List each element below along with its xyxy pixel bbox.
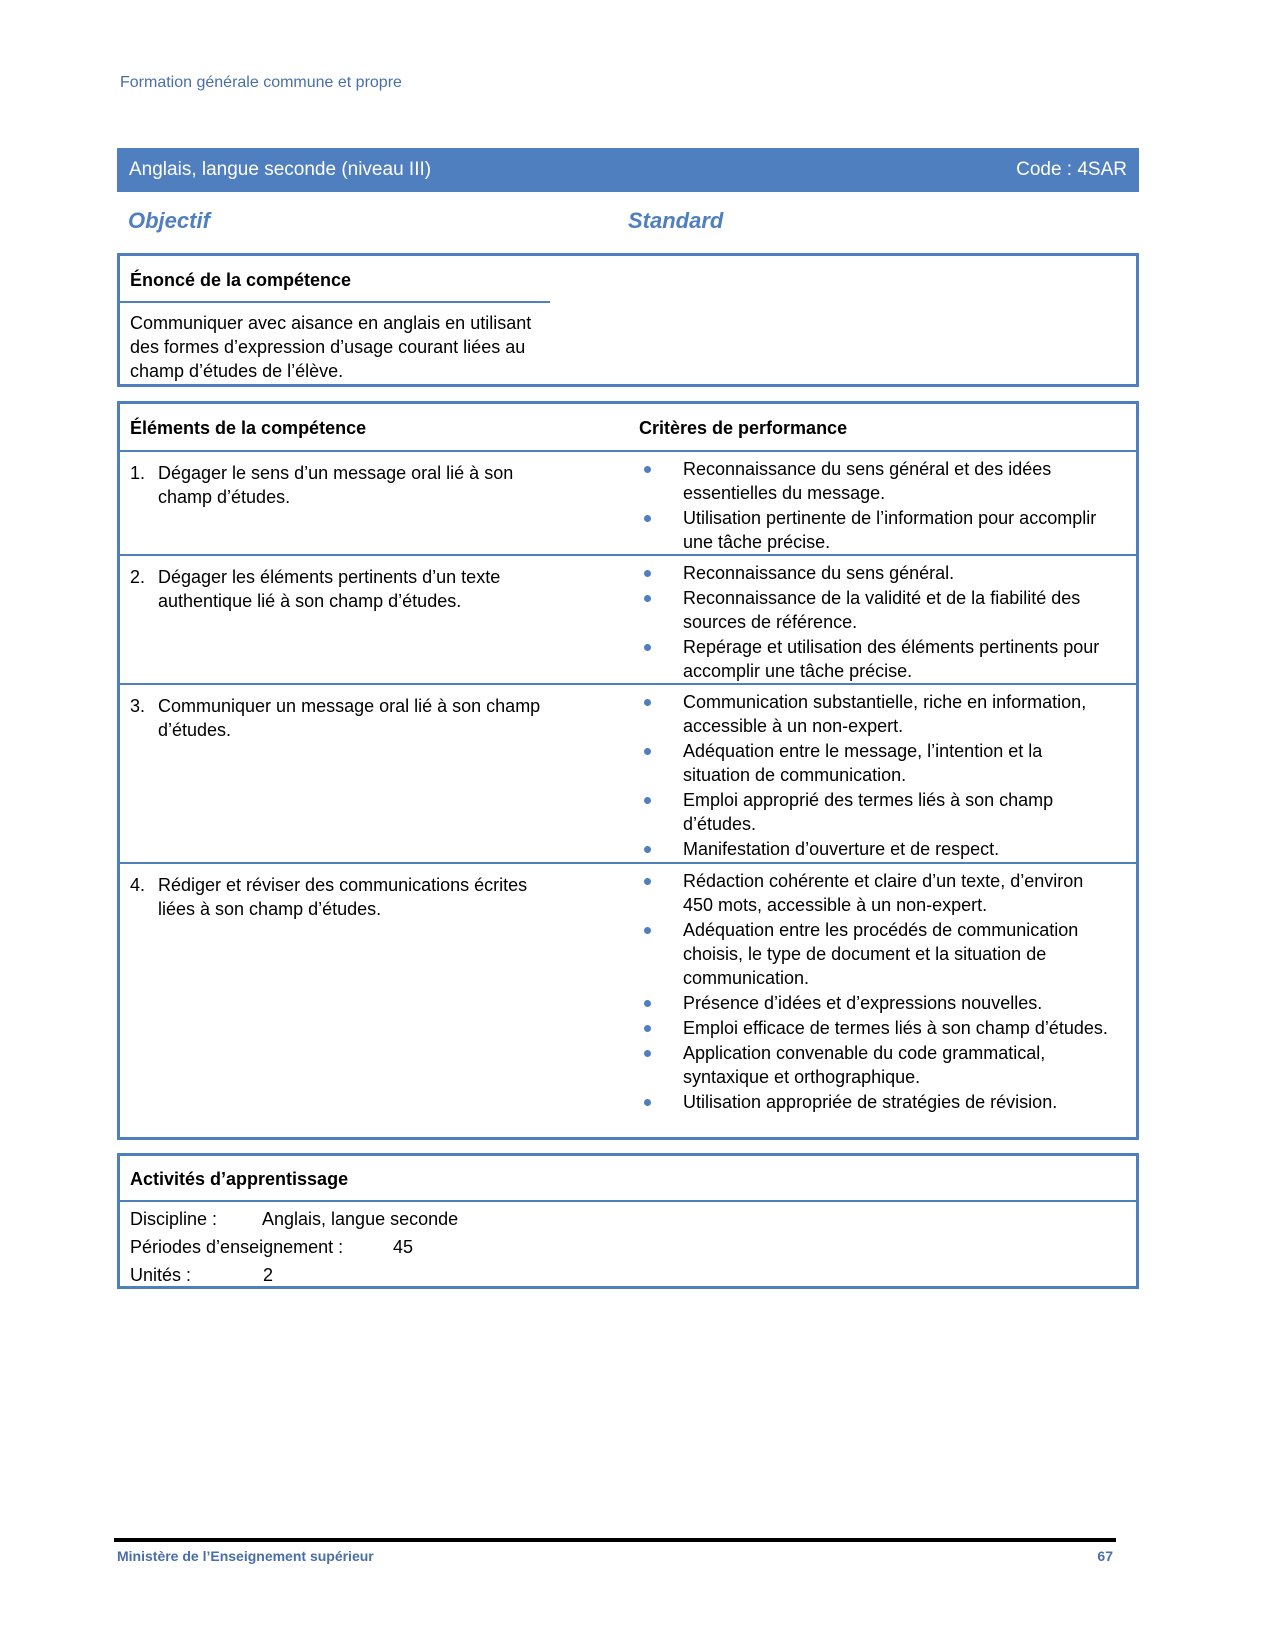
activites-details: [120, 1200, 1136, 1289]
footer-ministry: Ministère de l’Enseignement supérieur: [117, 1548, 374, 1564]
list-item: Manifestation d’ouverture et de respect.: [639, 837, 1109, 861]
list-item: Application convenable du code grammatical, syntaxique et orthographique.: [639, 1041, 1109, 1089]
list-item: Emploi efficace de termes liés à son champ d’études.: [639, 1016, 1109, 1040]
unites-value: 2: [263, 1265, 274, 1285]
table-row: [120, 862, 1136, 1137]
elements-header-row: [120, 404, 1136, 450]
unites-line: [120, 1261, 1136, 1289]
table-row: [120, 450, 1136, 554]
elements-heading: Éléments de la compétence: [130, 418, 367, 438]
footer-rule: [114, 1538, 1116, 1542]
activites-box: [117, 1153, 1139, 1289]
enonce-box: [117, 253, 1139, 387]
element-number: 4.: [130, 875, 146, 895]
list-item: Repérage et utilisation des éléments pertinents pour accomplir une tâche précise.: [639, 635, 1109, 683]
criteria-list: [639, 869, 1109, 1115]
criteria-list: [639, 690, 1109, 862]
periodes-value: 45: [393, 1237, 414, 1257]
element-text: 2. Dégager les éléments pertinents d’un texte authentique lié à son champ d’études.: [130, 567, 501, 611]
list-item: Emploi approprié des termes liés à son champ d’études.: [639, 788, 1109, 836]
criteria-heading: Critères de performance: [639, 418, 848, 438]
page-header: Formation générale commune et propre: [120, 74, 402, 91]
element-number: 2.: [130, 567, 146, 587]
criteria-list: [639, 457, 1109, 555]
element-number: 1.: [130, 463, 146, 483]
element-text: 4. Rédiger et réviser des communications écrites liées à son champ d’études.: [130, 875, 528, 919]
list-item: Communication substantielle, riche en information, accessible à un non-expert.: [639, 690, 1109, 738]
element-number: 3.: [130, 696, 146, 716]
course-title-bar: [117, 148, 1139, 192]
table-row: [120, 554, 1136, 683]
periodes-label: Périodes d’enseignement :: [130, 1237, 344, 1257]
list-item: Reconnaissance du sens général et des idées essentielles du message.: [639, 457, 1109, 505]
criteria-list: [639, 561, 1109, 684]
enonce-text: Communiquer avec aisance en anglais en utilisant des formes d’expression d’usage courant liées au champ d’études de l’élève.: [120, 301, 550, 383]
unites-label: Unités :: [130, 1265, 192, 1285]
page-footer: [117, 1548, 1113, 1564]
elements-table: [117, 401, 1139, 1140]
enonce-heading: Énoncé de la compétence: [130, 270, 352, 290]
objectif-label: Objectif: [128, 208, 210, 233]
periodes-line: [120, 1233, 1136, 1261]
discipline-value: Anglais, langue seconde: [262, 1209, 459, 1229]
list-item: Rédaction cohérente et claire d’un texte, d’environ 450 mots, accessible à un non-expert.: [639, 869, 1109, 917]
section-labels: [128, 208, 1128, 238]
element-text: 1. Dégager le sens d’un message oral lié à son champ d’études.: [130, 463, 514, 507]
list-item: Utilisation pertinente de l’information pour accomplir une tâche précise.: [639, 506, 1109, 554]
page-number: 67: [1097, 1548, 1113, 1564]
activites-heading: Activités d’apprentissage: [130, 1169, 349, 1189]
table-row: [120, 683, 1136, 862]
list-item: Reconnaissance de la validité et de la fiabilité des sources de référence.: [639, 586, 1109, 634]
course-code: Code : 4SAR: [1016, 159, 1127, 180]
discipline-label: Discipline :: [130, 1209, 218, 1229]
list-item: Reconnaissance du sens général.: [639, 561, 1109, 585]
list-item: Utilisation appropriée de stratégies de révision.: [639, 1090, 1109, 1114]
list-item: Adéquation entre le message, l’intention et la situation de communication.: [639, 739, 1109, 787]
list-item: Présence d’idées et d’expressions nouvelles.: [639, 991, 1109, 1015]
discipline-line: [120, 1205, 1136, 1233]
standard-label: Standard: [628, 208, 724, 233]
course-title: Anglais, langue seconde (niveau III): [129, 159, 432, 180]
element-text: 3. Communiquer un message oral lié à son champ d’études.: [130, 696, 541, 740]
list-item: Adéquation entre les procédés de communication choisis, le type de document et la situation de communication.: [639, 918, 1109, 990]
